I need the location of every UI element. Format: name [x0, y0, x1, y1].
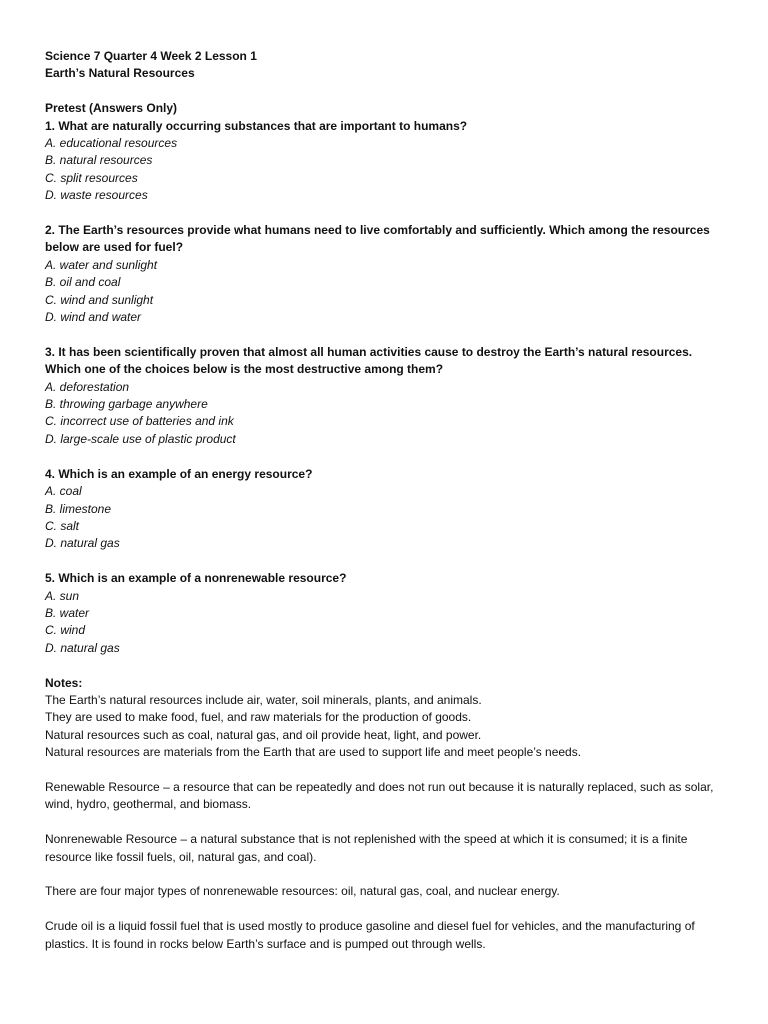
answer-option: A. educational resources: [45, 136, 178, 151]
question-text: 3. It has been scientifically proven that almost all human activities cause to destroy the Earth’s natural resources. Which one of the choices below is the most destructive among them?: [45, 344, 693, 377]
answer-option: B. oil and coal: [45, 275, 121, 290]
nonrenewable-resource-paragraph: Nonrenewable Resource – a natural substance that is not replenished with the speed at which it is consumed; it is a finite resource like fossil fuels, oil, natural gas, and coal).: [45, 832, 688, 864]
answer-option: B. natural resources: [45, 153, 153, 168]
answer-option: B. throwing garbage anywhere: [45, 397, 208, 412]
pretest-heading: Pretest (Answers Only): [45, 101, 178, 116]
notes-heading: Notes:: [45, 675, 83, 690]
notes-line: They are used to make food, fuel, and raw materials for the production of goods.: [45, 710, 472, 725]
answer-option: C. split resources: [45, 170, 138, 185]
document-subtitle: Earth’s Natural Resources: [45, 66, 195, 81]
question-4: [45, 466, 728, 553]
answer-option: C. incorrect use of batteries and ink: [45, 414, 234, 429]
question-5: [45, 570, 728, 657]
answer-option: D. natural gas: [45, 640, 120, 655]
answer-option: C. wind and sunlight: [45, 292, 154, 307]
renewable-resource-paragraph: Renewable Resource – a resource that can be repeatedly and does not run out because it is naturally replaced, such as solar, wind, hydro, geothermal, and biomass.: [45, 779, 714, 812]
question-text: 2. The Earth’s resources provide what humans need to live comfortably and sufficiently. Which among the resources below are used for fuel?: [45, 223, 710, 255]
question-1: [45, 118, 728, 205]
answer-option: A. sun: [45, 588, 80, 603]
nonrenewable-types-paragraph: There are four major types of nonrenewable resources: oil, natural gas, coal, and nuclear energy.: [45, 884, 560, 899]
document-title: Science 7 Quarter 4 Week 2 Lesson 1: [45, 49, 257, 63]
answer-option: A. water and sunlight: [45, 257, 158, 272]
answer-option: C. wind: [45, 623, 86, 638]
question-text: 5. Which is an example of a nonrenewable resource?: [45, 571, 347, 586]
question-text: 1. What are naturally occurring substances that are important to humans?: [45, 118, 468, 133]
question-2: [45, 222, 728, 326]
answer-option: C. salt: [45, 518, 80, 533]
answer-option: B. limestone: [45, 501, 112, 516]
answer-option: A. coal: [45, 484, 82, 499]
notes-line: Natural resources such as coal, natural gas, and oil provide heat, light, and power.: [45, 727, 482, 742]
answer-option: D. large-scale use of plastic product: [45, 431, 236, 446]
question-3: [45, 344, 728, 448]
answer-option: D. wind and water: [45, 310, 142, 325]
question-text: 4. Which is an example of an energy resource?: [45, 466, 313, 481]
answer-option: D. natural gas: [45, 536, 120, 551]
answer-option: B. water: [45, 605, 90, 620]
answer-option: D. waste resources: [45, 188, 148, 203]
notes-line: Natural resources are materials from the Earth that are used to support life and meet people’s needs.: [45, 745, 582, 760]
answer-option: A. deforestation: [45, 379, 130, 394]
crude-oil-paragraph: Crude oil is a liquid fossil fuel that is used mostly to produce gasoline and diesel fuel for vehicles, and the manufacturing of plastics. It is found in rocks below Earth’s surface and is pumped out through wells.: [45, 919, 695, 951]
notes-line: The Earth’s natural resources include air, water, soil minerals, plants, and animals.: [45, 692, 482, 707]
